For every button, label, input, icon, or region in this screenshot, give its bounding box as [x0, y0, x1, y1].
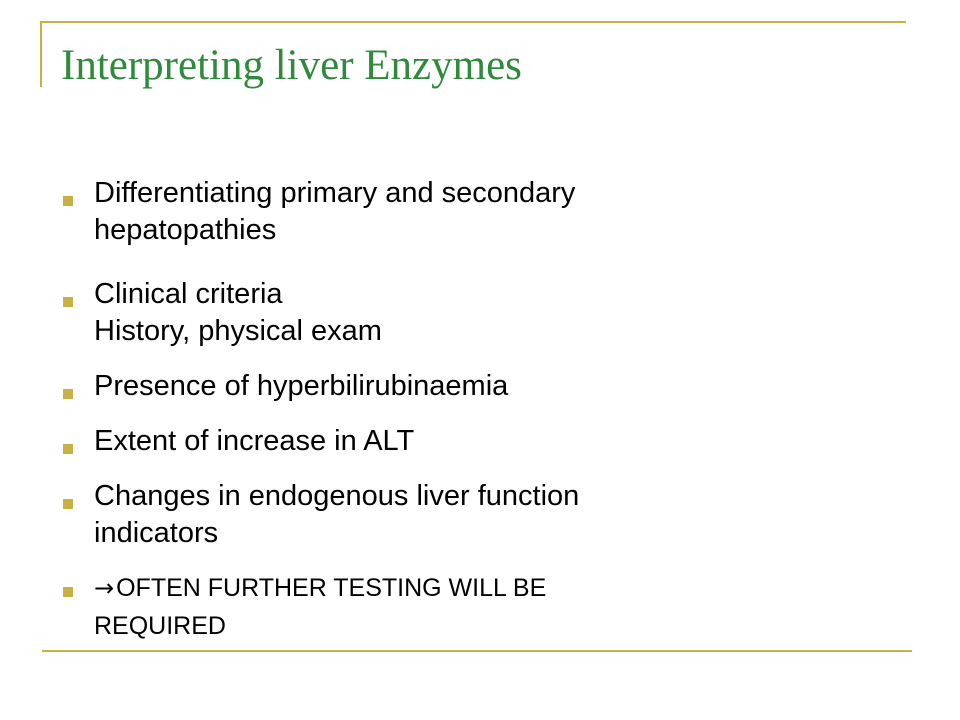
bullet-item [60, 569, 546, 645]
bullet-item [60, 175, 575, 249]
arrow-right-icon: → [94, 574, 115, 602]
square-bullet-icon [63, 444, 73, 454]
bullet-text: History, physical exam [94, 315, 382, 347]
bullet-item [60, 276, 382, 350]
bullet-text: Clinical criteria [94, 278, 283, 310]
bullet-text: REQUIRED [94, 612, 226, 640]
square-bullet-icon [63, 499, 73, 509]
frame-bottom-rule [42, 650, 912, 652]
square-bullet-icon [63, 587, 73, 597]
bullet-text: Differentiating primary and secondary [94, 177, 576, 209]
square-bullet-icon [63, 389, 73, 399]
bullet-text [94, 569, 546, 607]
square-bullet-icon [63, 297, 73, 307]
bullet-item [60, 478, 579, 552]
bullet-text-emphasis: OFTEN FURTHER TESTING WILL BE [116, 574, 547, 602]
square-bullet-icon [63, 196, 73, 206]
bullet-text: indicators [94, 517, 219, 549]
bullet-item [60, 423, 414, 460]
slide-title: Interpreting liver Enzymes [61, 42, 522, 89]
frame-top-rule [40, 21, 906, 23]
bullet-text: Presence of hyperbilirubinaemia [94, 370, 509, 402]
bullet-text: Extent of increase in ALT [94, 425, 415, 457]
bullet-text: hepatopathies [94, 214, 277, 246]
bullet-text: Changes in endogenous liver function [94, 480, 580, 512]
frame-left-rule [40, 21, 42, 87]
bullet-item [60, 368, 508, 405]
